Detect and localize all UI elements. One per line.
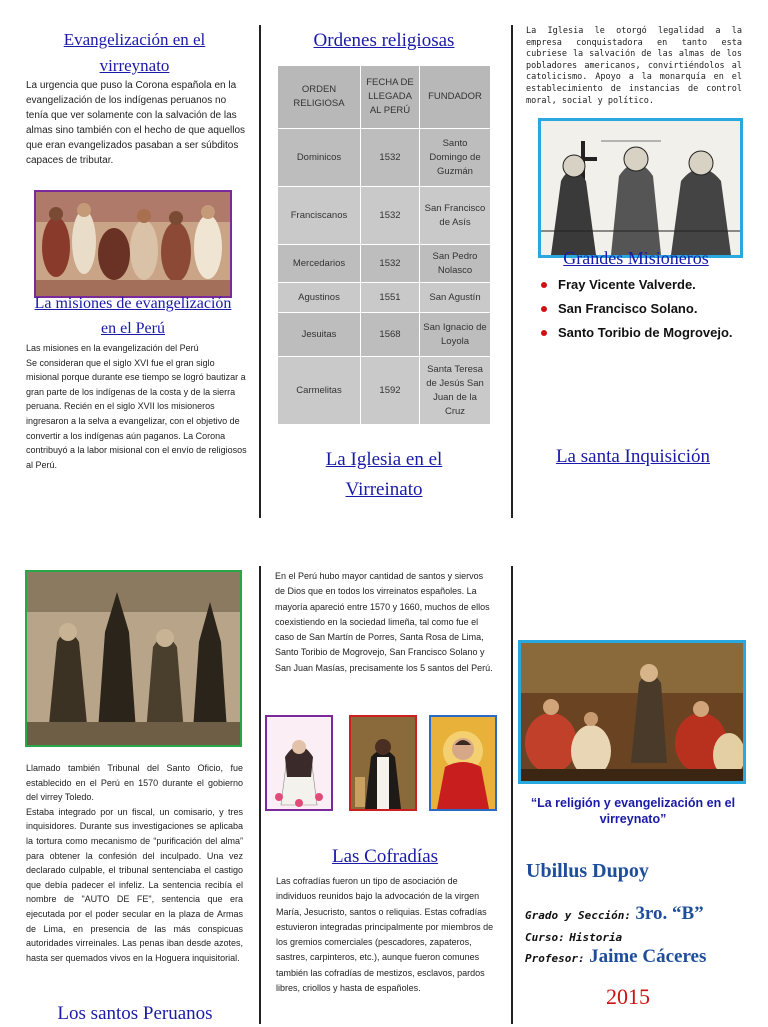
course-label: Curso: <box>525 931 565 944</box>
year: 2015 <box>606 984 650 1009</box>
panel1-text2: Las misiones en la evangelización del Perú Se consideran que el siglo XVI fue el gran siglo misional porque durante ese tiempo se logró bautizar a gran parte de los indígenas de la costa y de la sierra peruana. Recién en el siglo XVII los misioneros ingresaron a la selva a evangelizar, con el objetivo de convertir a los indígenas aún paganos. La Corona contribuyó a la labor misional con el envío de religiosos al Perú. <box>26 343 247 470</box>
teacher-row <box>525 946 706 968</box>
table-header: FUNDADOR <box>420 66 491 129</box>
panel1-text: La urgencia que puso la Corona española en la evangelización de los indígenas peruanos no tenía que ver solamente con la salvación de las almas sino también con el hecho de que aquellos que eran evangelizados pasaban a ser súbditos capaces de tributar. <box>26 80 246 166</box>
missionaries-title: Grandes Misioneros <box>563 248 709 268</box>
grade-value: 3ro. “B” <box>635 903 704 924</box>
list-item-label: San Francisco Solano. <box>558 301 698 316</box>
column-divider <box>259 566 261 1024</box>
panel3-bottom-title: La santa Inquisición <box>555 446 711 467</box>
list-item <box>537 297 737 321</box>
list-item-label: Fray Vicente Valverde. <box>558 277 696 292</box>
table-row <box>278 313 491 357</box>
grade-row <box>525 903 704 925</box>
table-header: FECHA DE LLEGADA AL PERÚ <box>361 66 420 129</box>
table-row <box>278 357 491 425</box>
saint-image <box>351 717 415 809</box>
cover-painting <box>518 640 746 784</box>
panel4-text: Llamado también Tribunal del Santo Oficio, fue establecido en el Perú en 1570 durante el gobierno del virrey Toledo. Estaba integrado por un fiscal, un comisario, y tres inquisidores. Durante sus investigaciones se aplicaba la tortura como mecanismo de “purificación del alma” para obtener la confesión del inculpado. Una vez declarado culpable, el tribunal sentenciaba el castigo que debía padecer el infeliz. La sentencia recibía el nombre de "AUTO DE FE", sentencia que era ejecutada por el poder secular en la plaza de Armas de Lima, en presencia de las más conspicuas autoridades virreinales. Las penas iban desde azotes, hasta ser quemados vivos en la Hoguera inquisitorial. <box>26 763 243 963</box>
saint-rosa-image <box>265 715 333 811</box>
table-cell: San Francisco de Asís <box>420 187 491 245</box>
list-item-label: Santo Toribio de Mogrovejo. <box>558 325 733 340</box>
table-cell: Carmelitas <box>278 357 361 425</box>
table-header: ORDEN RELIGIOSA <box>278 66 361 129</box>
list-item <box>537 273 737 297</box>
table-row <box>278 283 491 313</box>
bullet-icon <box>541 306 547 312</box>
column-divider <box>259 25 261 518</box>
missionaries-list <box>537 273 737 345</box>
saint-toribio-image <box>429 715 497 811</box>
table-cell: Agustinos <box>278 283 361 313</box>
teacher-label: Profesor: <box>525 952 585 965</box>
teacher-value: Jaime Cáceres <box>589 946 707 967</box>
table-cell: 1568 <box>361 313 420 357</box>
table-cell: San Pedro Nolasco <box>420 245 491 283</box>
panel2-title: Ordenes religiosas <box>313 30 455 51</box>
panel1-subtitle: La misiones de evangelización en el Perú <box>34 295 232 337</box>
religious-orders-table <box>277 65 491 425</box>
table-cell: Jesuitas <box>278 313 361 357</box>
panel2-bottom-title: La Iglesia en el Virreinato <box>325 449 443 500</box>
table-cell: 1532 <box>361 129 420 187</box>
bullet-icon <box>541 282 547 288</box>
table-cell: Dominicos <box>278 129 361 187</box>
engraving-image <box>27 572 240 745</box>
saint-martin-image <box>349 715 417 811</box>
panel4-bottom-title: Los santos Peruanos <box>57 1003 213 1024</box>
evangelization-painting <box>34 190 232 298</box>
table-cell: 1532 <box>361 245 420 283</box>
cofradias-title: Las Cofradías <box>331 846 439 867</box>
table-cell: 1532 <box>361 187 420 245</box>
inquisition-engraving <box>25 570 242 747</box>
saint-image <box>431 717 495 809</box>
list-item <box>537 321 737 345</box>
table-row <box>278 245 491 283</box>
table-cell: San Agustín <box>420 283 491 313</box>
course-row <box>525 928 622 946</box>
table-cell: San Ignacio de Loyola <box>420 313 491 357</box>
table-cell: 1592 <box>361 357 420 425</box>
panel5-text: En el Perú hubo mayor cantidad de santos y siervos de Dios que en todos los virreinatos españoles. La mayoría apareció entre 1570 y 1660, muchos de ellos coexistiendo en la sociedad limeña, tal como fue el caso de San Martín de Porres, Santa Rosa de Lima, Santo Toribio de Mogrovejo, San Francisco Solano y San Juan Masías, precisamente los 5 santos del Perú. <box>275 571 493 673</box>
bullet-icon <box>541 330 547 336</box>
missionaries-engraving <box>538 118 743 258</box>
table-row <box>278 129 491 187</box>
author-name: Ubillus Dupoy <box>526 860 649 882</box>
table-cell: 1551 <box>361 283 420 313</box>
painting-image <box>36 192 230 296</box>
cofradias-text: Las cofradías fueron un tipo de asociación de individuos reunidos bajo la advocación de la virgen María, Jesucristo, santos o reliquias. Estas cofradías estuvieron integradas principalmente por miembros de los gremios comerciales (pescadores, zapateros, sastres, carpinteros, etc.), aunque fueron comunes también las cofradías de mestizos, esclavos, pardos libres, criollos y hasta de españoles. <box>276 876 494 994</box>
table-row <box>278 187 491 245</box>
engraving-image <box>541 121 740 255</box>
table-cell: Santa Teresa de Jesús San Juan de la Cruz <box>420 357 491 425</box>
course-value: Historia <box>569 931 623 944</box>
column-divider <box>511 566 513 1024</box>
column-divider <box>511 25 513 518</box>
panel3-text: La Iglesia le otorgó legalidad a la empresa conquistadora en tanto esta cubriese la salvación de las almas de los pobladores americanos, convirtiéndolos al catolicismo. Apoyo a la monarquía en el establecimiento de instancias de control moral, social y político. <box>526 26 742 106</box>
saint-image <box>267 717 331 809</box>
table-cell: Santo Domingo de Guzmán <box>420 129 491 187</box>
cover-caption: “La religión y evangelización en el virreynato” <box>530 796 736 826</box>
grade-label: Grado y Sección: <box>525 909 631 922</box>
painting-image <box>521 643 743 781</box>
table-cell: Mercedarios <box>278 245 361 283</box>
panel1-title: Evangelización en el virreynato <box>63 30 206 75</box>
table-cell: Franciscanos <box>278 187 361 245</box>
